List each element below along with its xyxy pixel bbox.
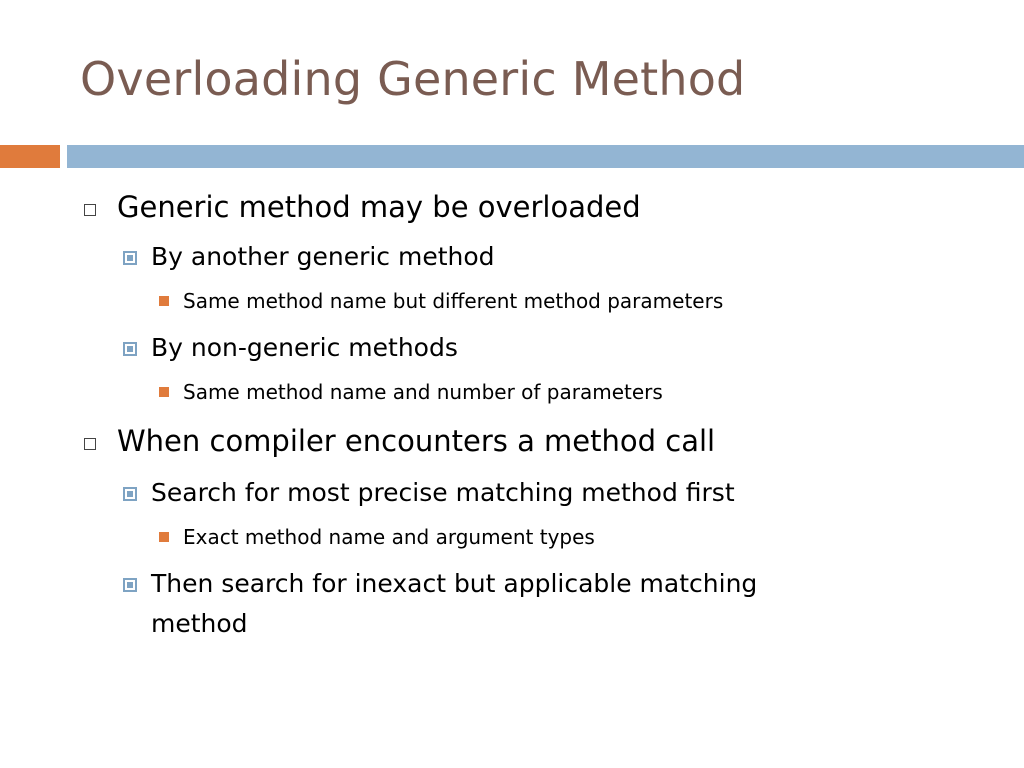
- list-item: [183, 380, 663, 404]
- list-item: [183, 525, 595, 549]
- bullet-text: Exact method name and argument types: [183, 525, 595, 549]
- square-outline-bullet-icon: [84, 438, 96, 450]
- square-filled-bullet-icon: [123, 251, 137, 265]
- list-item: [117, 424, 715, 458]
- list-item: [151, 569, 757, 598]
- square-outline-bullet-icon: [84, 204, 96, 216]
- square-bullet-icon: [159, 296, 169, 306]
- square-filled-bullet-icon: [123, 578, 137, 592]
- bullet-text: method: [151, 609, 248, 638]
- square-bullet-icon: [159, 387, 169, 397]
- bullet-text: By another generic method: [151, 242, 495, 271]
- slide-title: Overloading Generic Method: [80, 52, 746, 106]
- bullet-text: When compiler encounters a method call: [117, 424, 716, 458]
- bullet-text: By non-generic methods: [151, 333, 458, 362]
- bullet-text: Then search for inexact but applicable matching: [151, 569, 758, 598]
- list-item: [151, 478, 735, 507]
- list-item: [117, 190, 641, 224]
- square-filled-bullet-icon: [123, 342, 137, 356]
- square-bullet-icon: [159, 532, 169, 542]
- bullet-text: Generic method may be overloaded: [117, 190, 641, 224]
- list-item: [151, 333, 458, 362]
- list-item-continuation: [151, 609, 248, 638]
- square-filled-bullet-icon: [123, 487, 137, 501]
- list-item: [151, 242, 495, 271]
- list-item: [183, 289, 723, 313]
- bullet-text: Same method name but different method parameters: [183, 289, 724, 313]
- bullet-text: Search for most precise matching method first: [151, 478, 735, 507]
- bullet-text: Same method name and number of parameters: [183, 380, 663, 404]
